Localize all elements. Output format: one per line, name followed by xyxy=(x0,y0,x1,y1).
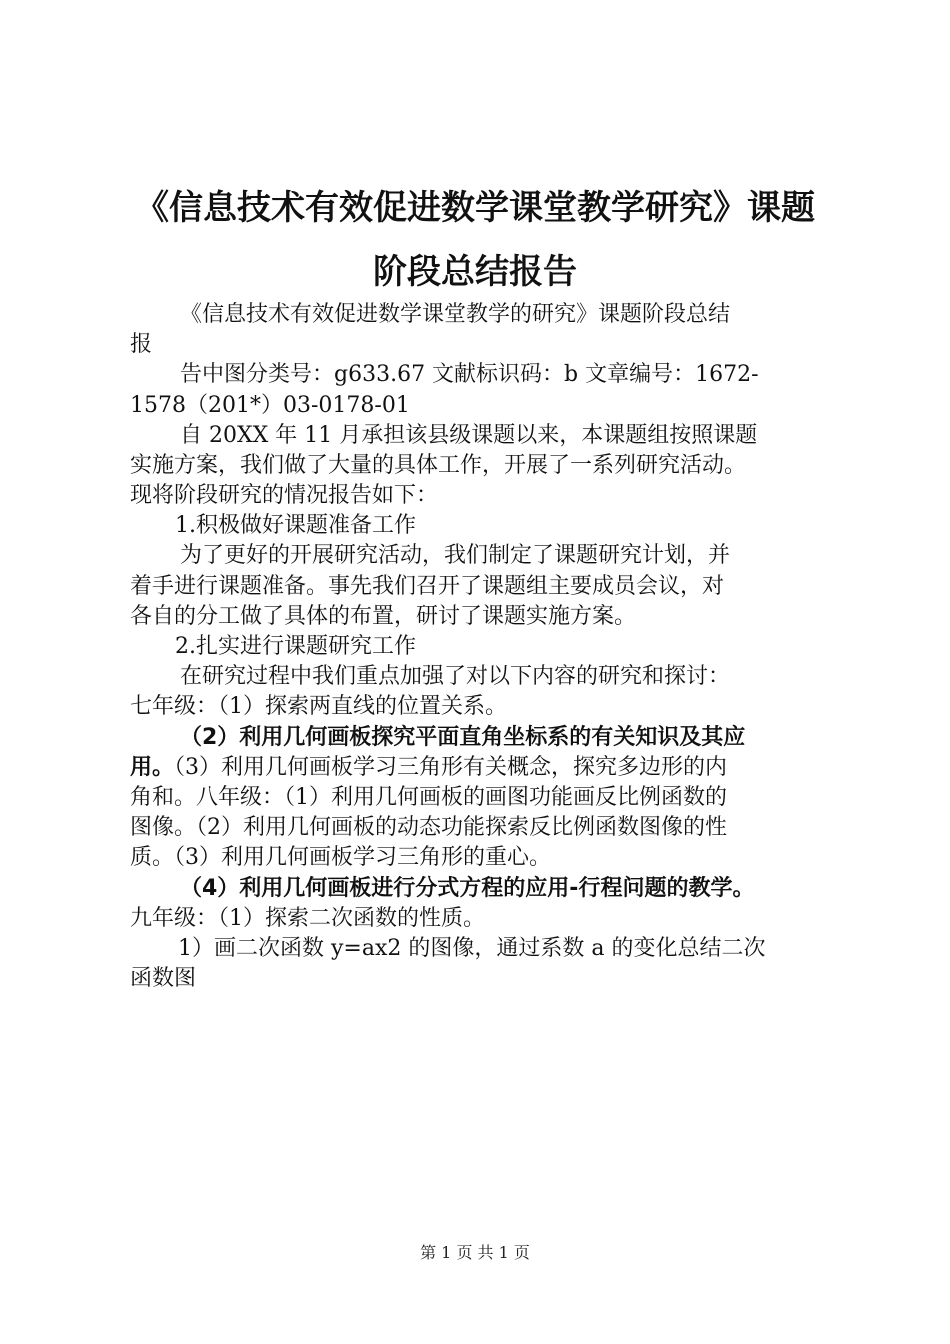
section-heading: 1.积极做好课题准备工作 xyxy=(175,513,416,538)
paragraph-line: 自 20XX 年 11 月承担该县级课题以来，本课题组按照课题 xyxy=(180,423,758,448)
paragraph-line: 函数图 xyxy=(130,966,197,991)
page-number-footer: 第 1 页 共 1 页 xyxy=(420,1243,530,1262)
document-title-line-1: 《信息技术有效促进数学课堂教学研究》课题 xyxy=(135,188,815,228)
paragraph-line: 1）画二次函数 y=ax2 的图像，通过系数 a 的变化总结二次 xyxy=(178,936,766,961)
paragraph-line: 告中图分类号：g633.67 文献标识码：b 文章编号：1672- xyxy=(180,362,759,387)
paragraph-line-bold: （4）利用几何画板进行分式方程的应用-行程问题的教学。 xyxy=(180,876,755,901)
paragraph-line: 着手进行课题准备。事先我们召开了课题组主要成员会议，对 xyxy=(130,574,725,599)
paragraph-line: 现将阶段研究的情况报告如下： xyxy=(130,483,439,508)
paragraph-line: 实施方案，我们做了大量的具体工作，开展了一系列研究活动。 xyxy=(130,453,747,478)
paragraph-line: 各自的分工做了具体的布置，研讨了课题实施方案。 xyxy=(130,604,637,629)
paragraph-line: 七年级：（1）探索两直线的位置关系。 xyxy=(130,694,507,719)
paragraph-line: 报 xyxy=(130,332,153,357)
document-title-line-2: 阶段总结报告 xyxy=(373,252,577,292)
paragraph-line: 角和。八年级：（1）利用几何画板的画图功能画反比例函数的 xyxy=(130,785,727,810)
paragraph-line-mixed xyxy=(130,753,830,783)
paragraph-line: 1578（201*）03-0178-01 xyxy=(130,393,410,418)
section-heading: 2.扎实进行课题研究工作 xyxy=(175,634,416,659)
paragraph-line: 《信息技术有效促进数学课堂教学的研究》课题阶段总结 xyxy=(180,302,731,327)
paragraph-line: 九年级：（1）探索二次函数的性质。 xyxy=(130,906,485,931)
bold-fragment: 用。 xyxy=(130,755,175,780)
paragraph-line: 质。（3）利用几何画板学习三角形的重心。 xyxy=(130,845,551,870)
paragraph-line: 图像。（2）利用几何画板的动态功能探索反比例函数图像的性 xyxy=(130,815,727,840)
text-fragment: （3）利用几何画板学习三角形有关概念，探究多边形的内 xyxy=(174,755,728,780)
paragraph-line: 在研究过程中我们重点加强了对以下内容的研究和探讨： xyxy=(180,664,731,689)
paragraph-line-bold: （2）利用几何画板探究平面直角坐标系的有关知识及其应 xyxy=(180,725,746,750)
paragraph-line: 为了更好的开展研究活动，我们制定了课题研究计划，并 xyxy=(180,543,731,568)
